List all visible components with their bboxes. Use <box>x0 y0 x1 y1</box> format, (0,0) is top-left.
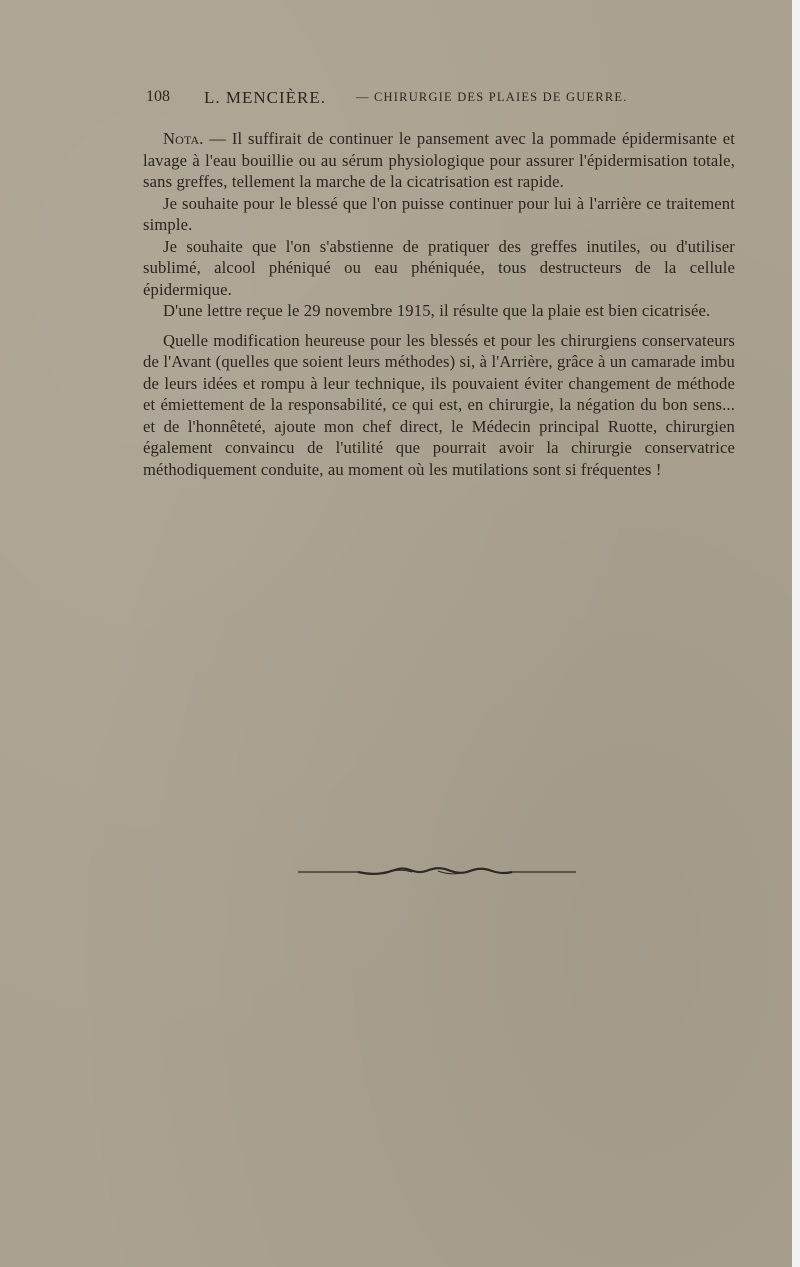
end-ornament-icon <box>298 862 576 882</box>
paragraph: Je souhaite que l'on s'abstienne de pratiquer des greffes inutiles, ou d'utiliser sublimé, alcool phéniqué ou eau phéniquée, tous destructeurs de la cellule épidermique. <box>143 236 735 299</box>
running-header-title: — CHIRURGIE DES PLAIES DE GUERRE. <box>356 90 628 104</box>
paragraph: Quelle modification heureuse pour les blessés et pour les chirurgiens conservateurs de l'Avant (quelles que soient leurs méthodes) si, à l'Arrière, grâce à un camarade imbu de leurs idées et rompu à leur technique, ils pouvaient éviter changement de méthode et émiettement de la responsabilité, ce qui est, en chirurgie, la négation du bon sens... et de l'honnêteté, ajoute mon chef direct, le Médecin principal Ruotte, chirurgien également convaincu de l'utilité que pourrait avoir la chirurgie conservatrice méthodiquement conduite, au moment où les mutilations sont si fréquentes ! <box>143 330 735 479</box>
running-header <box>146 88 726 112</box>
paragraph-nota <box>143 128 735 193</box>
paragraph: Je souhaite pour le blessé que l'on puisse continuer pour lui à l'arrière ce traitement simple. <box>143 193 735 234</box>
page-number: 108 <box>146 88 170 105</box>
nota-label: Nota. <box>163 129 204 148</box>
paragraph-text: — Il suffirait de continuer le pansement avec la pommade épidermisante et lavage à l'eau bouillie ou au sérum physiologique pour assurer l'épidermisation totale, sans greffes, tellement la marche de la cicatrisation est rapide. <box>143 129 735 191</box>
paragraph: D'une lettre reçue le 29 novembre 1915, il résulte que la plaie est bien cicatrisée. <box>163 301 711 320</box>
body-text <box>143 128 735 480</box>
running-header-author: L. MENCIÈRE. <box>204 88 327 107</box>
scan-margin <box>792 0 800 1267</box>
